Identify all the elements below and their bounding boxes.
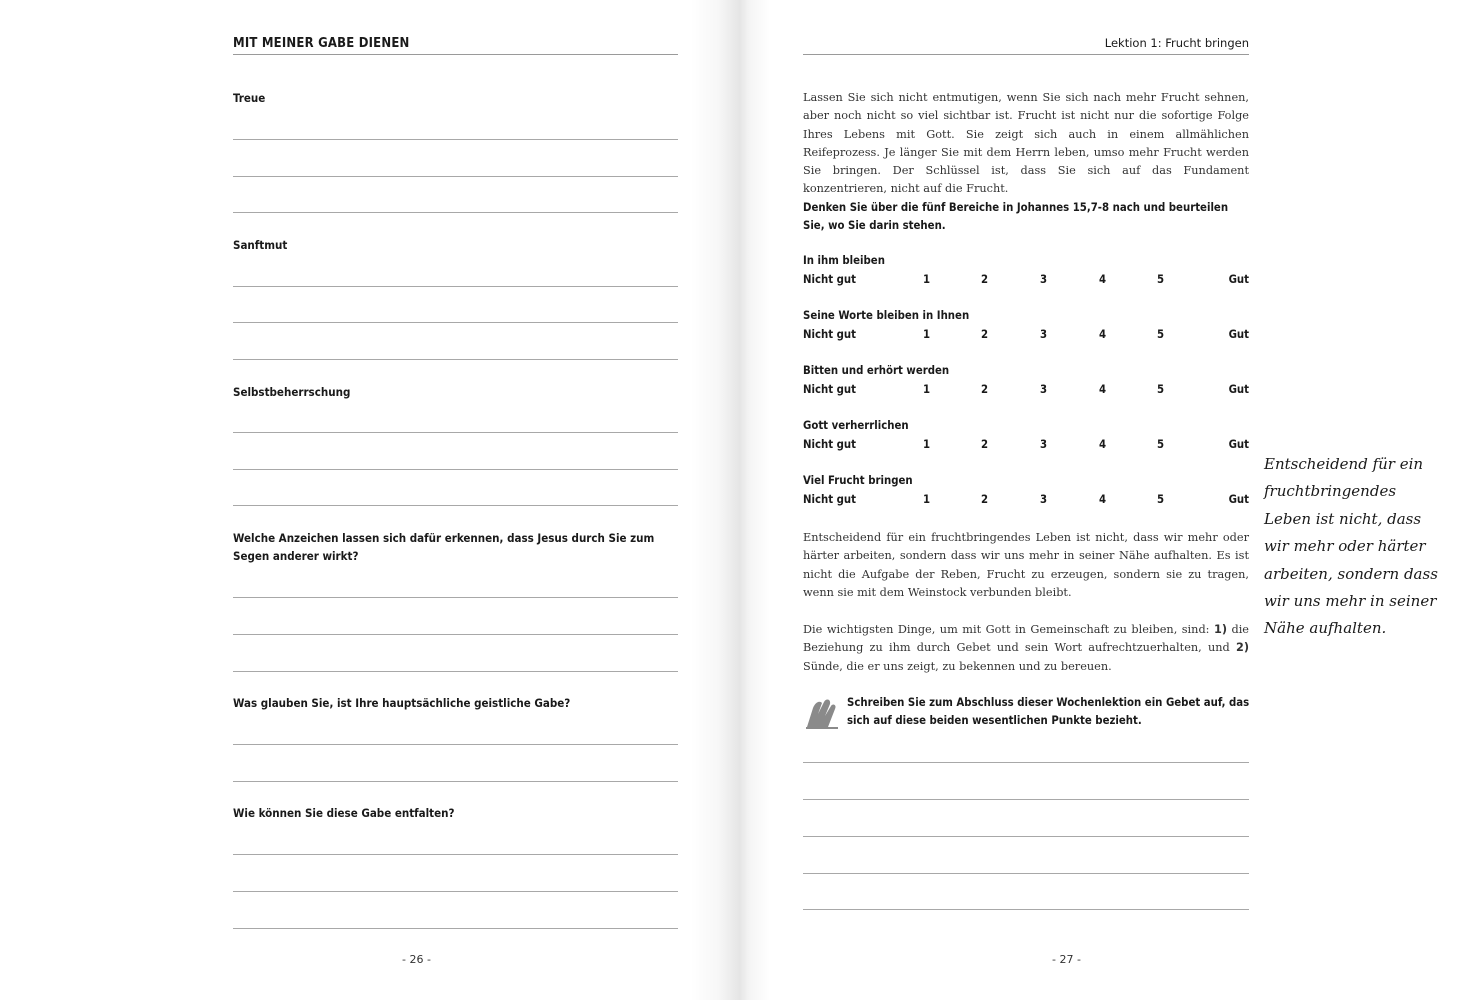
rating-low-label: Nicht gut xyxy=(803,438,857,451)
rating-option[interactable]: 2 xyxy=(981,328,989,341)
question-label: Treue xyxy=(233,91,266,105)
rating-row xyxy=(803,254,1249,292)
answer-line[interactable] xyxy=(233,634,678,635)
rating-option[interactable]: 2 xyxy=(981,383,989,396)
answer-line[interactable] xyxy=(233,854,678,855)
answer-line[interactable] xyxy=(233,781,678,782)
rating-scale xyxy=(803,273,1249,291)
rating-high-label: Gut xyxy=(1228,328,1249,341)
rating-option[interactable]: 5 xyxy=(1157,328,1165,341)
rating-option[interactable]: 4 xyxy=(1099,438,1107,451)
rating-high-label: Gut xyxy=(1228,383,1249,396)
rating-low-label: Nicht gut xyxy=(803,273,857,286)
rating-high-label: Gut xyxy=(1228,273,1249,286)
rating-low-label: Nicht gut xyxy=(803,328,857,341)
rating-scale xyxy=(803,438,1249,456)
rating-option[interactable]: 2 xyxy=(981,438,989,451)
rating-option[interactable]: 3 xyxy=(1040,438,1048,451)
rating-option[interactable]: 4 xyxy=(1099,328,1107,341)
question-label: Wie können Sie diese Gabe entfalten? xyxy=(233,806,455,820)
rating-prompt: Denken Sie über die fünf Bereiche in Johannes 15,7-8 nach und beurteilen Sie, wo Sie darin stehen. xyxy=(803,201,1229,233)
paragraph-text: Sünde, die er uns zeigt, zu bekennen und zu bereuen. xyxy=(803,659,1112,673)
answer-line[interactable] xyxy=(803,799,1249,800)
answer-line[interactable] xyxy=(233,432,678,433)
answer-line[interactable] xyxy=(233,322,678,323)
answer-line[interactable] xyxy=(233,469,678,470)
question-label: Selbstbeherrschung xyxy=(233,385,351,399)
rating-option[interactable]: 1 xyxy=(923,383,931,396)
section-title-rule xyxy=(233,54,678,55)
question-label: Welche Anzeichen lassen sich dafür erkennen, dass Jesus durch Sie zum Segen anderer wirkt? xyxy=(233,531,655,563)
writing-task: Schreiben Sie zum Abschluss dieser Wochenlektion ein Gebet auf, das sich auf diese beiden wesentlichen Punkte bezieht. xyxy=(847,696,1250,728)
answer-line[interactable] xyxy=(233,597,678,598)
page-number: - 27 - xyxy=(1052,953,1081,966)
pull-quote: Entscheidend für ein fruchtbringendes Leben ist nicht, dass wir mehr oder härter arbeiten, sondern dass wir uns mehr in seiner Nähe aufhalten. xyxy=(1264,455,1438,638)
answer-line[interactable] xyxy=(233,671,678,672)
rating-option[interactable]: 1 xyxy=(923,493,931,506)
paragraph: Entscheidend für ein fruchtbringendes Leben ist nicht, dass wir mehr oder härter arbeiten, sondern dass wir uns mehr in seiner Nähe aufhalten. Es ist nicht die Aufgabe der Reben, Frucht zu erzeugen, sondern sie zu tragen, wenn sie mit dem Weinstock verbunden bleibt. xyxy=(803,531,1249,599)
rating-scale xyxy=(803,328,1249,346)
left-page xyxy=(0,0,740,1000)
rating-option[interactable]: 1 xyxy=(923,273,931,286)
rating-high-label: Gut xyxy=(1228,493,1249,506)
rating-option[interactable]: 2 xyxy=(981,493,989,506)
list-number: 1) xyxy=(1213,623,1227,636)
rating-option[interactable]: 4 xyxy=(1099,273,1107,286)
rating-option[interactable]: 5 xyxy=(1157,438,1165,451)
rating-option[interactable]: 5 xyxy=(1157,493,1165,506)
rating-option[interactable]: 3 xyxy=(1040,328,1048,341)
rating-low-label: Nicht gut xyxy=(803,383,857,396)
rating-row xyxy=(803,419,1249,457)
rating-row xyxy=(803,474,1249,512)
rating-option[interactable]: 3 xyxy=(1040,493,1048,506)
answer-line[interactable] xyxy=(233,928,678,929)
rating-option[interactable]: 5 xyxy=(1157,273,1165,286)
rating-option[interactable]: 5 xyxy=(1157,383,1165,396)
paragraph-text: Die wichtigsten Dinge, um mit Gott in Gemeinschaft zu bleiben, sind: xyxy=(803,623,1214,636)
page-number: - 26 - xyxy=(402,953,431,966)
rating-scale xyxy=(803,383,1249,401)
rating-title: Bitten und erhört werden xyxy=(803,364,950,377)
rating-high-label: Gut xyxy=(1228,438,1249,451)
rating-row xyxy=(803,309,1249,347)
rating-title: Seine Worte bleiben in Ihnen xyxy=(803,309,970,322)
answer-line[interactable] xyxy=(233,139,678,140)
rating-title: Viel Frucht bringen xyxy=(803,474,913,487)
paragraph xyxy=(803,621,1249,676)
answer-line[interactable] xyxy=(803,909,1249,910)
rating-title: In ihm bleiben xyxy=(803,254,885,267)
list-number: 2) xyxy=(1235,641,1249,655)
answer-line[interactable] xyxy=(803,836,1249,837)
rating-title: Gott verherrlichen xyxy=(803,419,909,432)
rating-option[interactable]: 2 xyxy=(981,273,989,286)
question-label: Was glauben Sie, ist Ihre hauptsächliche geistliche Gabe? xyxy=(233,696,571,710)
answer-line[interactable] xyxy=(233,359,678,360)
rating-option[interactable]: 3 xyxy=(1040,383,1048,396)
writing-hand-icon xyxy=(804,694,840,730)
section-title: MIT MEINER GABE DIENEN xyxy=(233,36,410,51)
right-page xyxy=(740,0,1481,1000)
answer-line[interactable] xyxy=(233,212,678,213)
rating-low-label: Nicht gut xyxy=(803,493,857,506)
lesson-header: Lektion 1: Frucht bringen xyxy=(1104,36,1249,50)
rating-option[interactable]: 1 xyxy=(923,438,931,451)
rating-option[interactable]: 4 xyxy=(1099,493,1107,506)
answer-line[interactable] xyxy=(233,286,678,287)
answer-line[interactable] xyxy=(233,505,678,506)
paragraph-text: die Beziehung zu ihm durch Gebet und sein Wort aufrechtzuerhalten, und xyxy=(803,623,1249,655)
rating-scale xyxy=(803,493,1249,511)
answer-line[interactable] xyxy=(233,744,678,745)
answer-line[interactable] xyxy=(233,176,678,177)
header-rule xyxy=(803,54,1249,55)
answer-line[interactable] xyxy=(803,873,1249,874)
question-label: Sanftmut xyxy=(233,238,288,252)
rating-option[interactable]: 4 xyxy=(1099,383,1107,396)
rating-row xyxy=(803,364,1249,402)
rating-option[interactable]: 3 xyxy=(1040,273,1048,286)
answer-line[interactable] xyxy=(233,891,678,892)
rating-option[interactable]: 1 xyxy=(923,328,931,341)
paragraph: Lassen Sie sich nicht entmutigen, wenn Sie sich nach mehr Frucht sehnen, aber noch nicht so viel sichtbar ist. Frucht ist nicht nur die sofortige Folge Ihres Lebens mit Gott. Sie zeigt sich auch in einem allmählichen Reifeprozess. Je länger Sie mit dem Herrn leben, umso mehr Frucht werden Sie bringen. Der Schlüssel ist, dass Sie sich auf das Fundament konzentrieren, nicht auf die Frucht. xyxy=(803,91,1249,196)
answer-line[interactable] xyxy=(803,762,1249,763)
